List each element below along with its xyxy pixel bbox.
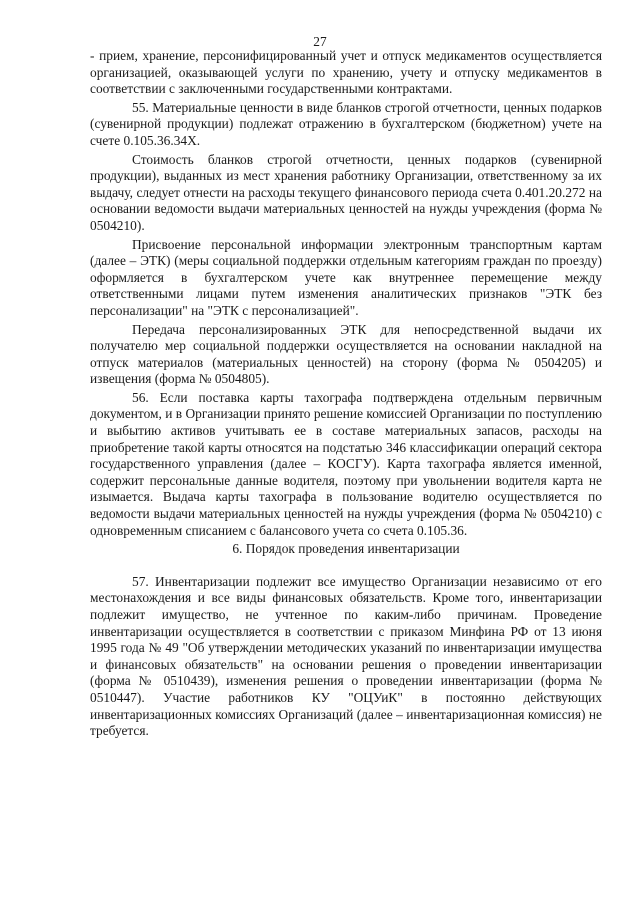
paragraph-etk-transfer: Передача персонализированных ЭТК для непосредственной выдачи их получателю мер социальной поддержки осуществляется на основании накладной на отпуск материалов (материальных ценностей) на сторону (форма № 0504205) и извещения (форма № 0504805). bbox=[90, 321, 602, 387]
paragraph-55: 55. Материальные ценности в виде бланков строгой отчетности, ценных подарков (сувенирной продукции) подлежат отражению в бухгалтерском (бюджетном) учете на счете 0.105.36.34Х. bbox=[90, 99, 602, 148]
paragraph-medicines-list-item: - прием, хранение, персонифицированный учет и отпуск медикаментов осуществляется организацией, оказывающей услуги по хранению, учету и отпуску медикаментов в соответствии с заключенными государственными контрактами. bbox=[90, 48, 602, 97]
paragraph-strict-forms-cost: Стоимость бланков строгой отчетности, ценных подарков (сувенирной продукции), выданных из мест хранения работнику Организации, ответственному за их выдачу, следует отнести на расходы текущего финансового периода счета 0.401.20.272 на основании ведомости выдачи материальных ценностей на нужды учреждения (форма № 0504210). bbox=[90, 151, 602, 233]
paragraph-56: 56. Если поставка карты тахографа подтверждена отдельным первичным документом, и в Организации принято решение комиссией Организации по поступлению и выбытию активов учитывать ее в составе материальных запасов, расходы на приобретение такой карты относятся на подстатью 346 классификации операций сектора государственного управления (далее – КОСГУ). Карта тахографа является именной, содержит персональные данные водителя, поэтому при увольнении водителя карта не изымается. Выдача карты тахографа в пользование водителю осуществляется по ведомости выдачи материальных ценностей на нужды учреждения (форма № 0504210) с одновременным списанием с балансового учета со счета 0.105.36. bbox=[90, 389, 602, 538]
paragraph-57: 57. Инвентаризации подлежит все имущество Организации независимо от его местонахождения и все виды финансовых обязательств. Кроме того, инвентаризации подлежит имущество, не учтенное по каким-либо причинам. Проведение инвентаризации осуществляется в соответствии с приказом Минфина РФ от 13 июня 1995 года № 49 "Об утверждении методических указаний по инвентаризации имущества и финансовых обязательств" на основании решения о проведении инвентаризации (форма № 0510439), изменения решения о проведении инвентаризации (форма № 0510447). Участие работников КУ "ОЦУиК" в постоянно действующих инвентаризационных комиссиях Организаций (далее – инвентаризационная комиссия) не требуется. bbox=[90, 573, 602, 739]
page-content bbox=[90, 48, 602, 740]
section-heading: 6. Порядок проведения инвентаризации bbox=[232, 541, 460, 557]
page-number: 27 bbox=[313, 34, 327, 49]
paragraph-etk-personalization: Присвоение персональной информации электронным транспортным картам (далее – ЭТК) (меры социальной поддержки отдельным категориям граждан по проезду) оформляется в бухгалтерском учете как внутреннее перемещение между ответственными лицами путем изменения аналитических признаков "ЭТК без персонализации" на "ЭТК с персонализацией". bbox=[90, 236, 602, 318]
